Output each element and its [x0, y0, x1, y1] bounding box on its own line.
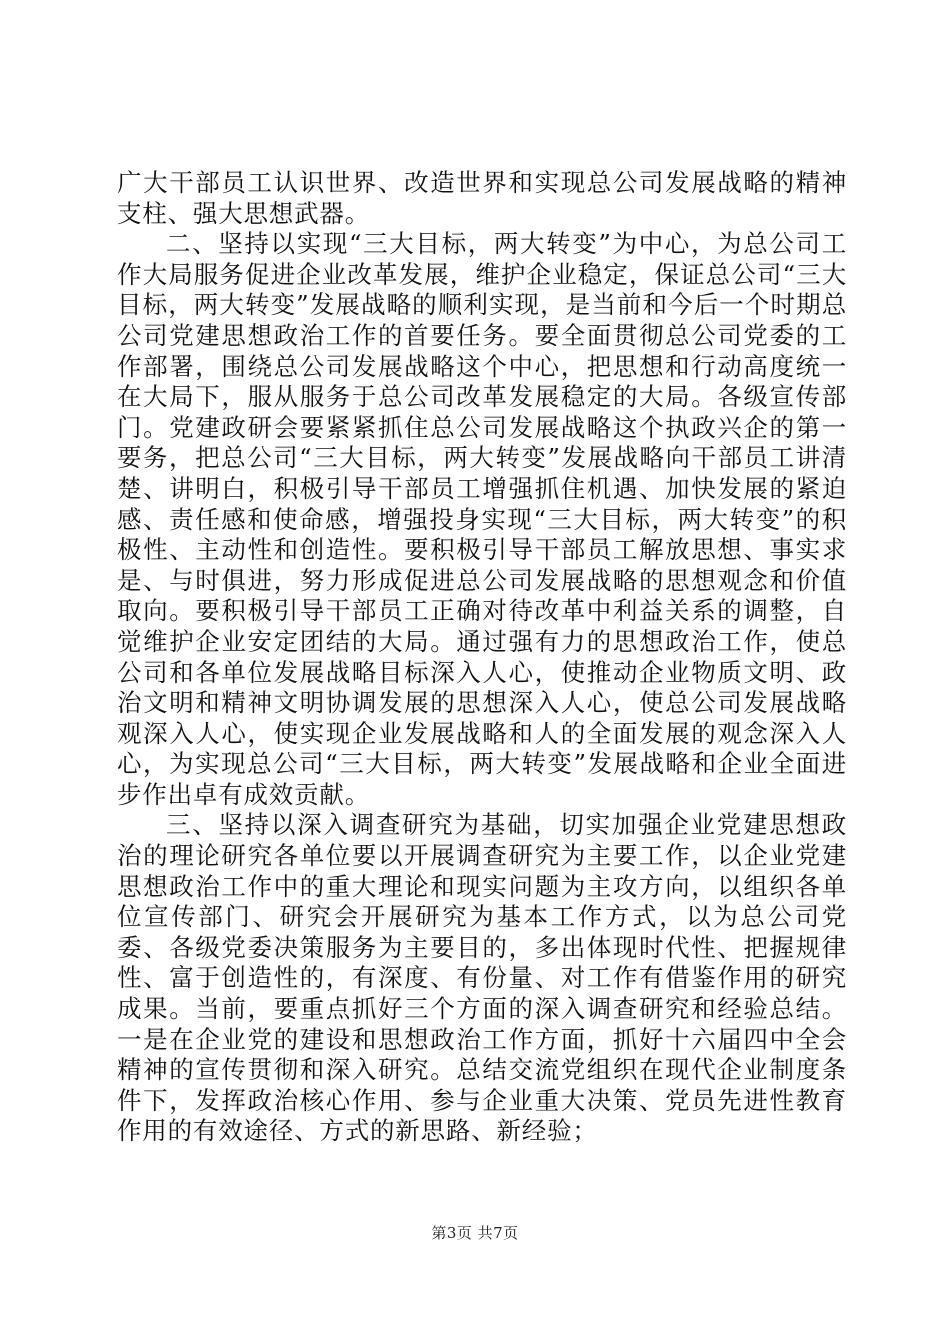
page-number-footer: 第3页 共7页 [431, 1224, 519, 1242]
paragraph-continued: 广大干部员工认识世界、改造世界和实现总公司发展战略的精神支柱、强大思想武器。 [117, 168, 847, 228]
paragraph-section-three: 三、坚持以深入调查研究为基础，切实加强企业党建思想政治的理论研究各单位要以开展调查研究为主要工作，以企业党建思想政治工作中的重大理论和现实问题为主攻方向，以组织各单位宣传部门、研究会开展研究为基本工作方式，以为总公司党委、各级党委决策服务为主要目的，多出体现时代性、把握规律性、富于创造性的，有深度、有份量、对工作有借鉴作用的研究成果。当前，要重点抓好三个方面的深入调查研究和经验总结。一是在企业党的建设和思想政治工作方面，抓好十六届四中全会精神的宣传贯彻和深入研究。总结交流党组织在现代企业制度条件下，发挥政治核心作用、参与企业重大决策、党员先进性教育作用的有效途径、方式的新思路、新经验； [117, 810, 847, 1146]
paragraph-section-two: 二、坚持以实现“三大目标，两大转变”为中心，为总公司工作大局服务促进企业改革发展，维护企业稳定，保证总公司“三大目标，两大转变”发展战略的顺利实现，是当前和今后一个时期总公司党建思想政治工作的首要任务。要全面贯彻总公司党委的工作部署，围绕总公司发展战略这个中心，把思想和行动高度统一在大局下，服从服务于总公司改革发展稳定的大局。各级宣传部门。党建政研会要紧紧抓住总公司发展战略这个执政兴企的第一要务，把总公司“三大目标，两大转变”发展战略向干部员工讲清楚、讲明白，积极引导干部员工增强抓住机遇、加快发展的紧迫感、责任感和使命感，增强投身实现“三大目标，两大转变”的积极性、主动性和创造性。要积极引导干部员工解放思想、事实求是、与时俱进，努力形成促进总公司发展战略的思想观念和价值取向。要积极引导干部员工正确对待改革中利益关系的调整，自觉维护企业安定团结的大局。通过强有力的思想政治工作，使总公司和各单位发展战略目标深入人心，使推动企业物质文明、政治文明和精神文明协调发展的思想深入人心，使总公司发展战略观深入人心，使实现企业发展战略和人的全面发展的观念深入人心，为实现总公司“三大目标，两大转变”发展战略和企业全面进步作出卓有成效贡献。 [117, 229, 847, 809]
document-body [117, 168, 847, 1147]
